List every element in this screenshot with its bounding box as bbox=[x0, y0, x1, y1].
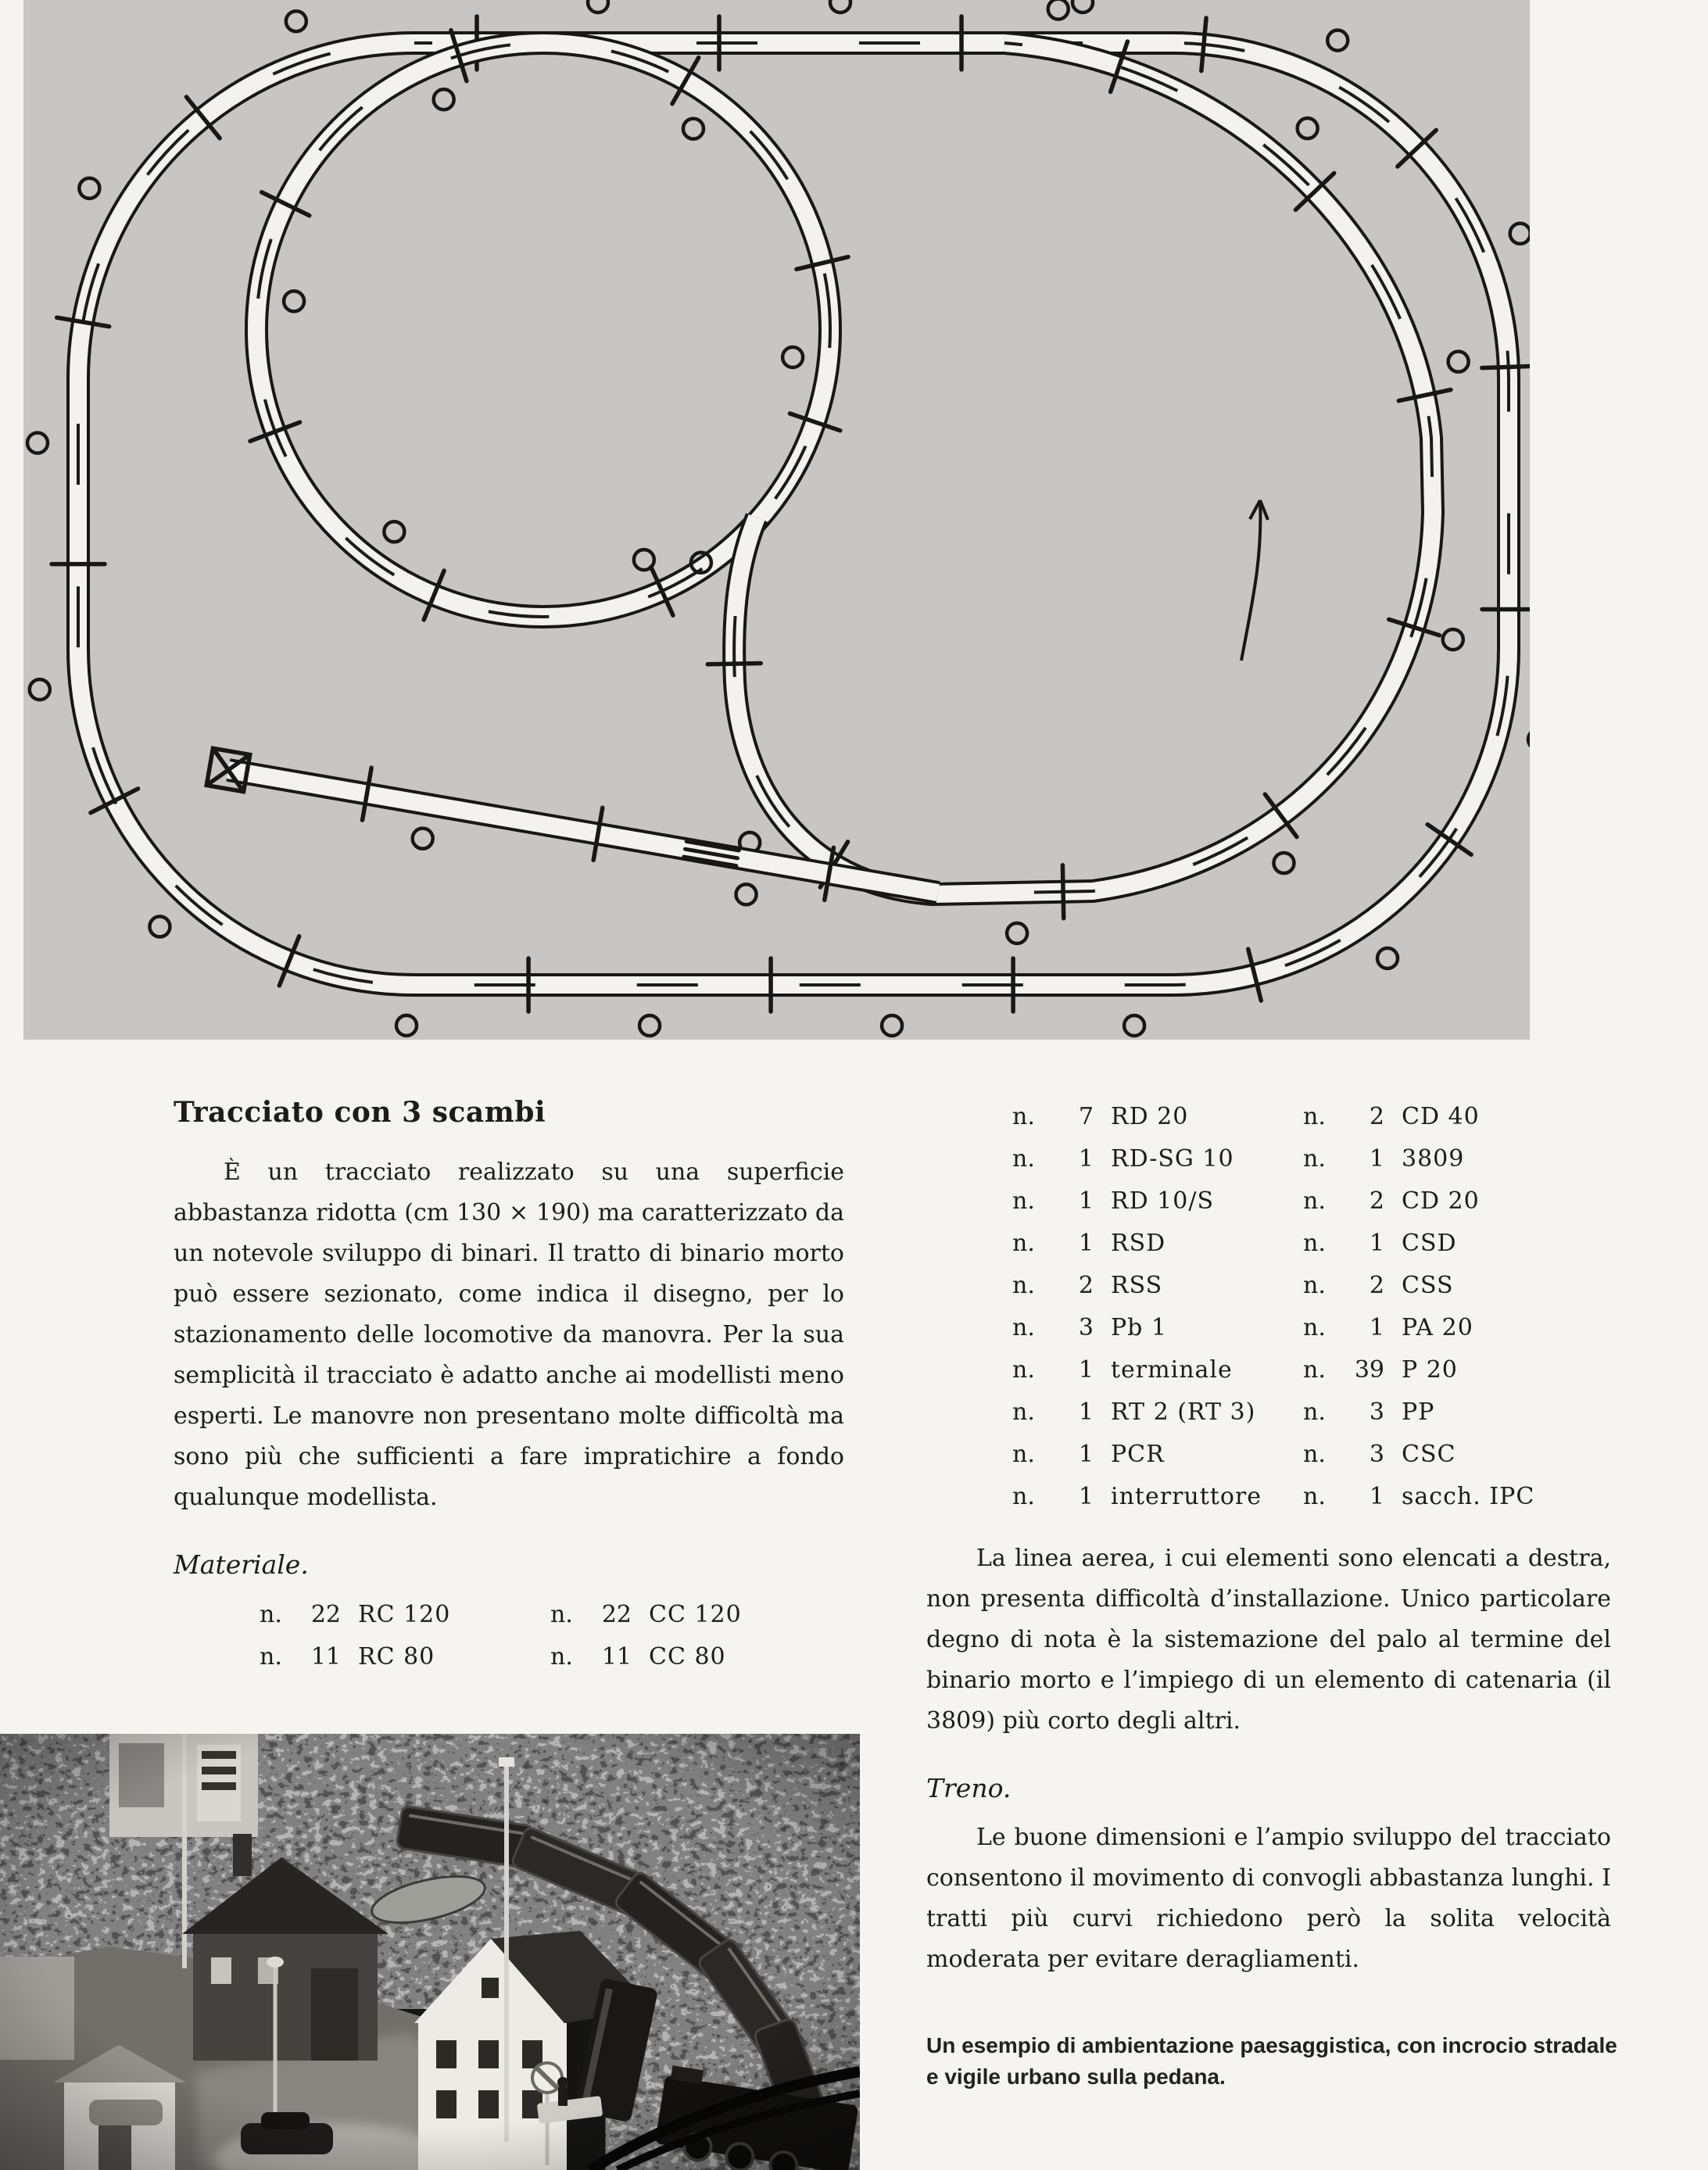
right-column bbox=[926, 1096, 1617, 2093]
item-code: terminale bbox=[1111, 1356, 1233, 1384]
materiale-row bbox=[174, 1594, 844, 1636]
n-label: n. bbox=[1012, 1187, 1035, 1215]
item-qty: 39 bbox=[1354, 1356, 1384, 1384]
parts-entry-right bbox=[1303, 1349, 1458, 1391]
parts-row bbox=[926, 1307, 1611, 1349]
parts-entry-right bbox=[1303, 1476, 1534, 1518]
item-qty: 3 bbox=[1078, 1314, 1094, 1341]
materiale-entry-left bbox=[260, 1594, 550, 1636]
item-qty: 3 bbox=[1369, 1441, 1384, 1468]
parts-entry-left bbox=[1012, 1223, 1303, 1265]
parts-row bbox=[926, 1223, 1611, 1265]
item-qty: 1 bbox=[1369, 1314, 1384, 1341]
n-label: n. bbox=[1012, 1398, 1035, 1426]
parts-entry-right bbox=[1303, 1096, 1480, 1138]
parts-entry-left bbox=[1012, 1434, 1303, 1476]
track-diagram-svg bbox=[23, 0, 1530, 1040]
item-code: Pb 1 bbox=[1111, 1314, 1168, 1341]
parts-row bbox=[926, 1349, 1611, 1391]
parts-row bbox=[926, 1434, 1611, 1476]
item-code: CSD bbox=[1402, 1230, 1457, 1257]
rail-joint-tick bbox=[1062, 865, 1063, 918]
parts-entry-left bbox=[1012, 1180, 1303, 1223]
item-code: CC 80 bbox=[649, 1643, 726, 1670]
item-qty: 2 bbox=[1369, 1103, 1384, 1130]
parts-row bbox=[926, 1265, 1611, 1307]
n-label: n. bbox=[550, 1643, 573, 1670]
photo-caption: Un esempio di ambientazione paesaggistica, con incrocio stradale e vigile urbano sulla pedana. bbox=[926, 2033, 1617, 2089]
n-label: n. bbox=[1303, 1145, 1326, 1173]
parts-entry-left bbox=[1012, 1307, 1303, 1349]
parts-entry-right bbox=[1303, 1307, 1473, 1349]
n-label: n. bbox=[1303, 1356, 1326, 1384]
n-label: n. bbox=[260, 1601, 282, 1628]
n-label: n. bbox=[1303, 1103, 1326, 1130]
item-qty: 1 bbox=[1369, 1483, 1384, 1510]
item-qty: 1 bbox=[1078, 1230, 1094, 1257]
parts-entry-right bbox=[1303, 1138, 1464, 1180]
materiale-entry-left bbox=[260, 1636, 550, 1678]
item-code: RC 120 bbox=[358, 1601, 451, 1628]
n-label: n. bbox=[1303, 1230, 1326, 1257]
parts-entry-left bbox=[1012, 1391, 1303, 1434]
parts-entry-right bbox=[1303, 1265, 1454, 1307]
item-qty: 1 bbox=[1369, 1145, 1384, 1173]
n-label: n. bbox=[1303, 1483, 1326, 1510]
materiale-row bbox=[174, 1636, 844, 1678]
parts-entry-right bbox=[1303, 1434, 1456, 1476]
n-label: n. bbox=[1303, 1441, 1326, 1468]
item-code: CD 40 bbox=[1402, 1103, 1480, 1130]
parts-list bbox=[926, 1096, 1611, 1518]
materiale-entry-right bbox=[550, 1636, 726, 1678]
parts-row bbox=[926, 1391, 1611, 1434]
item-qty: 1 bbox=[1078, 1398, 1094, 1426]
n-label: n. bbox=[1303, 1398, 1326, 1426]
parts-row bbox=[926, 1180, 1611, 1223]
n-label: n. bbox=[260, 1643, 282, 1670]
n-label: n. bbox=[1012, 1483, 1035, 1510]
item-code: PA 20 bbox=[1402, 1314, 1473, 1341]
n-label: n. bbox=[1012, 1314, 1035, 1341]
item-qty: 11 bbox=[310, 1643, 341, 1670]
item-qty: 2 bbox=[1078, 1272, 1094, 1299]
item-qty: 2 bbox=[1369, 1187, 1384, 1215]
parts-entry-left bbox=[1012, 1476, 1303, 1518]
rail-joint-tick bbox=[1482, 366, 1530, 367]
parts-row bbox=[926, 1138, 1611, 1180]
track-plan-figure bbox=[23, 0, 1530, 1040]
treno-heading: Treno. bbox=[926, 1773, 1012, 1803]
item-qty: 22 bbox=[601, 1601, 632, 1628]
parts-entry-right bbox=[1303, 1223, 1457, 1265]
item-code: RT 2 (RT 3) bbox=[1111, 1398, 1256, 1426]
item-qty: 1 bbox=[1078, 1145, 1094, 1173]
item-code: RSS bbox=[1111, 1272, 1163, 1299]
intro-paragraph: È un tracciato realizzato su una superficie abbastanza ridotta (cm 130 × 190) ma caratterizzato da un notevole sviluppo di binari. Il tratto di binario morto può essere sezionato, come indica il disegno, per lo stazionamento delle locomotive da manovra. Per la sua semplicità il tracciato è adatto anche ai modellisti meno esperti. Le manovre non presentano molte difficoltà ma sono più che sufficienti a fare impratichire a fondo qualunque modellista. bbox=[174, 1158, 844, 1511]
n-label: n. bbox=[1303, 1314, 1326, 1341]
item-code: PP bbox=[1402, 1398, 1435, 1426]
item-code: RD 10/S bbox=[1111, 1187, 1215, 1215]
item-code: interruttore bbox=[1111, 1483, 1262, 1510]
n-label: n. bbox=[1303, 1187, 1326, 1215]
scene-photo bbox=[0, 1734, 860, 2170]
item-qty: 1 bbox=[1078, 1483, 1094, 1510]
left-column bbox=[174, 1096, 844, 1678]
linea-aerea-paragraph: La linea aerea, i cui elementi sono elencati a destra, non presenta difficoltà d’installazione. Unico particolare degno di nota è la sistemazione del palo al termine del binario morto e l’impiego di un elemento di catenaria (il 3809) più corto degli altri. bbox=[926, 1545, 1611, 1735]
n-label: n. bbox=[1012, 1145, 1035, 1173]
item-code: RD-SG 10 bbox=[1111, 1145, 1234, 1173]
n-label: n. bbox=[1012, 1103, 1035, 1130]
item-code: sacch. IPC bbox=[1402, 1483, 1535, 1510]
treno-paragraph: Le buone dimensioni e l’ampio sviluppo del tracciato consentono il movimento di convogli abbastanza lunghi. I tratti più curvi richiedono però la solita velocità moderata per evitare deragliamenti. bbox=[926, 1824, 1611, 1973]
n-label: n. bbox=[1303, 1272, 1326, 1299]
parts-entry-right bbox=[1303, 1391, 1434, 1434]
parts-entry-left bbox=[1012, 1138, 1303, 1180]
scene-photo-svg bbox=[0, 1734, 860, 2170]
item-code: RC 80 bbox=[358, 1643, 435, 1670]
n-label: n. bbox=[1012, 1272, 1035, 1299]
item-code: RD 20 bbox=[1111, 1103, 1189, 1130]
materiale-list bbox=[174, 1594, 844, 1678]
item-code: CSC bbox=[1402, 1441, 1456, 1468]
item-qty: 3 bbox=[1369, 1398, 1384, 1426]
parts-row bbox=[926, 1096, 1611, 1138]
materiale-entry-right bbox=[550, 1594, 742, 1636]
item-code: CD 20 bbox=[1402, 1187, 1480, 1215]
item-code: CC 120 bbox=[649, 1601, 742, 1628]
item-qty: 22 bbox=[310, 1601, 341, 1628]
n-label: n. bbox=[550, 1601, 573, 1628]
photo-vignette bbox=[0, 1734, 860, 2170]
item-qty: 1 bbox=[1078, 1187, 1094, 1215]
parts-row bbox=[926, 1476, 1611, 1518]
n-label: n. bbox=[1012, 1441, 1035, 1468]
item-qty: 2 bbox=[1369, 1272, 1384, 1299]
n-label: n. bbox=[1012, 1356, 1035, 1384]
n-label: n. bbox=[1012, 1230, 1035, 1257]
parts-entry-left bbox=[1012, 1265, 1303, 1307]
parts-entry-left bbox=[1012, 1349, 1303, 1391]
item-code: RSD bbox=[1111, 1230, 1166, 1257]
item-qty: 1 bbox=[1078, 1441, 1094, 1468]
item-qty: 11 bbox=[601, 1643, 632, 1670]
section-heading: Tracciato con 3 scambi bbox=[174, 1096, 546, 1129]
parts-entry-left bbox=[1012, 1096, 1303, 1138]
item-code: P 20 bbox=[1402, 1356, 1458, 1384]
item-code: 3809 bbox=[1402, 1145, 1465, 1173]
item-qty: 1 bbox=[1369, 1230, 1384, 1257]
parts-entry-right bbox=[1303, 1180, 1480, 1223]
item-code: PCR bbox=[1111, 1441, 1165, 1468]
item-code: CSS bbox=[1402, 1272, 1454, 1299]
item-qty: 1 bbox=[1078, 1356, 1094, 1384]
item-qty: 7 bbox=[1078, 1103, 1094, 1130]
materiale-heading: Materiale. bbox=[174, 1549, 309, 1580]
